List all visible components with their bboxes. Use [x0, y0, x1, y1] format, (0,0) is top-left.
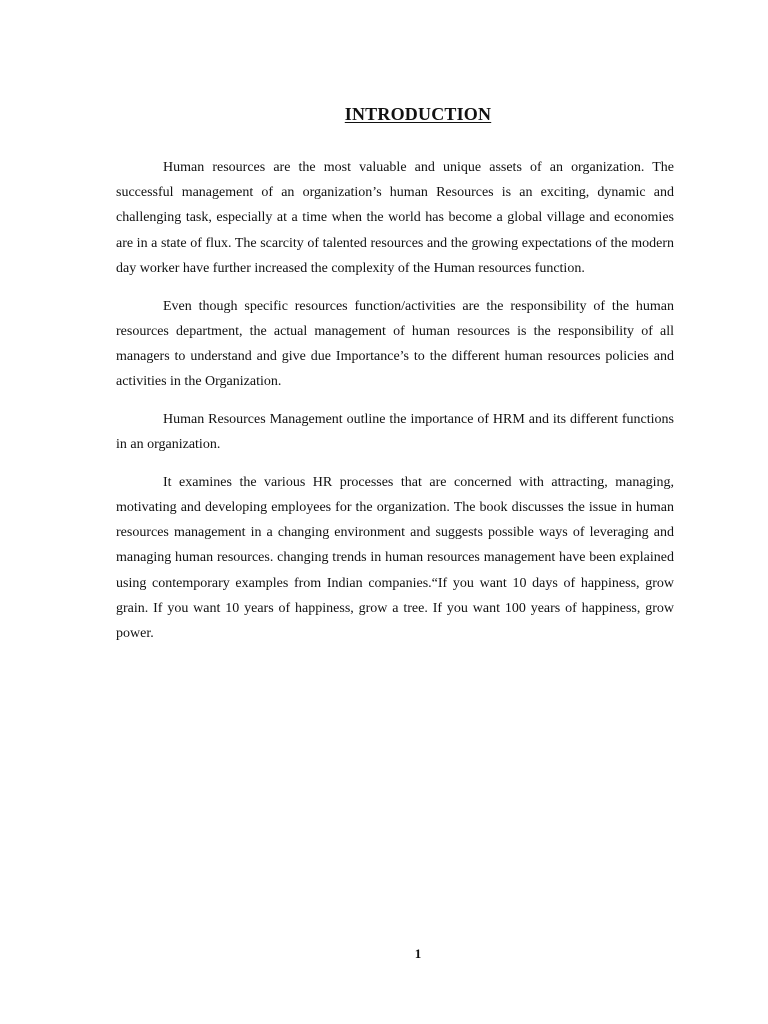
- body-text: [116, 155, 674, 659]
- paragraph-2: Even though specific resources function/activities are the responsibility of the human resources department, the actual management of human resources is the responsibility of all managers to understand and give due Importance’s to the different human resources policies and activities in the Organization.: [116, 298, 674, 390]
- page-number: 1: [414, 946, 422, 961]
- paragraph-1: Human resources are the most valuable and unique assets of an organization. The successful management of an organization’s human Resources is an exciting, dynamic and challenging task, especially at a time when the world has become a global village and economies are in a state of flux. The scarcity of talented resources and the growing expectations of the modern day worker have further increased the complexity of the Human resources function.: [116, 160, 674, 276]
- page-title: INTRODUCTION: [344, 104, 492, 124]
- paragraph-3: Human Resources Management outline the importance of HRM and its different functions in an organization.: [116, 411, 674, 453]
- paragraph-4: It examines the various HR processes that are concerned with attracting, managing, motivating and developing employees for the organization. The book discusses the issue in human resources management in a changing environment and suggests possible ways of leveraging and managing human resources. changing trends in human resources management have been explained using contemporary examples from Indian companies.“If you want 10 days of happiness, grow grain. If you want 10 years of happiness, grow a tree. If you want 100 years of happiness, grow power.: [116, 474, 674, 641]
